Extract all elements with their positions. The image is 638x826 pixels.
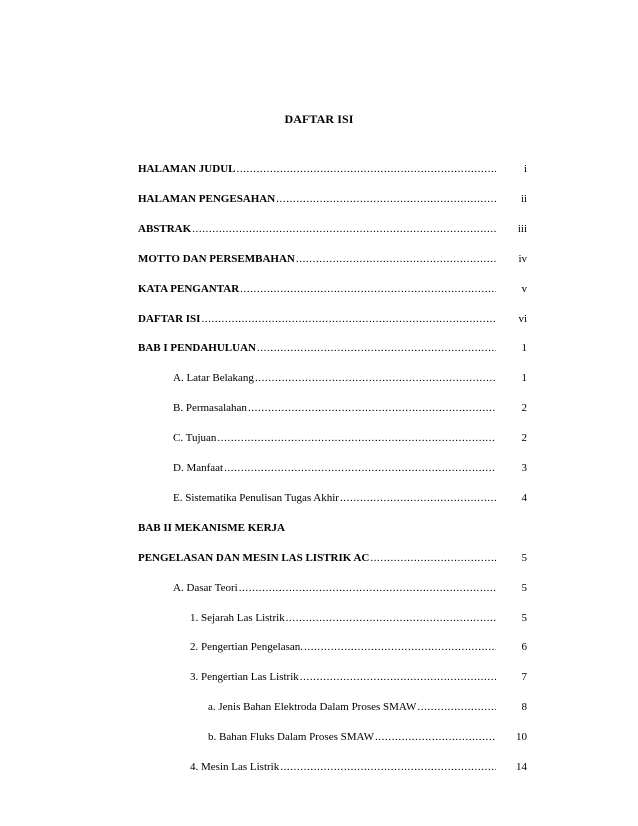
toc-leader-dots xyxy=(417,701,496,713)
toc-page-number: i xyxy=(523,163,527,175)
toc-entry xyxy=(173,582,497,600)
toc-leader-dots xyxy=(192,223,496,235)
toc-entry-label: A. Latar Belakang xyxy=(173,372,254,384)
toc-leader-dots xyxy=(224,462,496,474)
toc-entry-label: ABSTRAK xyxy=(138,223,192,235)
toc-leader-dots xyxy=(300,671,496,683)
toc-entry-label: 4. Mesin Las Listrik xyxy=(190,761,280,773)
toc-entry-label: HALAMAN PENGESAHAN xyxy=(138,193,276,205)
toc-entry xyxy=(208,731,497,749)
toc-page-number: 2 xyxy=(521,432,527,444)
toc-page-number: 5 xyxy=(521,612,527,624)
toc-page-number: 14 xyxy=(516,761,527,773)
toc-page-number: vi xyxy=(518,313,527,325)
toc-leader-dots xyxy=(286,612,496,624)
toc-entry-label: 3. Pengertian Las Listrik xyxy=(190,671,299,683)
toc-leader-dots xyxy=(280,761,496,773)
toc-entry xyxy=(190,671,497,689)
toc-entry-label: a. Jenis Bahan Elektroda Dalam Proses SMAW xyxy=(208,701,417,713)
toc-entry xyxy=(173,462,497,480)
toc-page-number: v xyxy=(521,283,527,295)
toc-entry-label: DAFTAR ISI xyxy=(138,313,201,325)
toc-entry xyxy=(138,163,497,181)
toc-leader-dots xyxy=(340,492,496,504)
toc-entry xyxy=(190,641,497,659)
toc-page-number: 7 xyxy=(521,671,527,683)
toc-entry-label: C. Tujuan xyxy=(173,432,217,444)
toc-page-number: iv xyxy=(518,253,527,265)
toc-page-number: iii xyxy=(517,223,527,235)
page-title: DAFTAR ISI xyxy=(284,112,354,126)
toc-page-number: 1 xyxy=(521,372,527,384)
toc-entry-label: B. Permasalahan xyxy=(173,402,247,414)
toc-page-number: 3 xyxy=(521,462,527,474)
toc-leader-dots xyxy=(296,253,496,265)
toc-page-number: 8 xyxy=(521,701,527,713)
toc-entry-label: BAB I PENDAHULUAN xyxy=(138,342,256,354)
toc-entry xyxy=(173,372,497,390)
toc-entry-label: A. Dasar Teori xyxy=(173,582,238,594)
toc-page-number: 1 xyxy=(521,342,527,354)
toc-entry xyxy=(138,253,497,271)
toc-page-number: 5 xyxy=(521,582,527,594)
toc-leader-dots xyxy=(201,313,496,325)
toc-entry-label: BAB II MEKANISME KERJA xyxy=(138,522,285,534)
toc-leader-dots xyxy=(276,193,496,205)
toc-entry xyxy=(138,522,497,540)
toc-entry-label: MOTTO DAN PERSEMBAHAN xyxy=(138,253,295,265)
toc-leader-dots xyxy=(257,342,496,354)
toc-entry xyxy=(190,761,497,779)
toc-leader-dots xyxy=(248,402,496,414)
toc-entry-label: D. Manfaat xyxy=(173,462,224,474)
toc-entry-label: 1. Sejarah Las Listrik xyxy=(190,612,285,624)
toc-page-number: ii xyxy=(520,193,527,205)
toc-leader-dots xyxy=(239,582,496,594)
toc-entry-label: E. Sistematika Penulisan Tugas Akhir xyxy=(173,492,339,504)
toc-entry xyxy=(173,432,497,450)
toc-entry-label: HALAMAN JUDUL xyxy=(138,163,236,175)
toc-page-number: 10 xyxy=(516,731,527,743)
toc-page-number: 2 xyxy=(521,402,527,414)
toc-entry xyxy=(173,402,497,420)
toc-leader-dots xyxy=(217,432,496,444)
toc-entry xyxy=(138,283,497,301)
toc-page-number: 5 xyxy=(521,552,527,564)
toc-entry xyxy=(138,313,497,331)
toc-leader-dots xyxy=(304,641,496,653)
toc-entry xyxy=(138,552,497,570)
toc-entry xyxy=(173,492,497,510)
toc-leader-dots xyxy=(375,731,496,743)
toc-leader-dots xyxy=(255,372,496,384)
toc-page-number: 6 xyxy=(521,641,527,653)
toc-page-number: 4 xyxy=(521,492,527,504)
toc-entry xyxy=(190,612,497,630)
toc-entry-label: PENGELASAN DAN MESIN LAS LISTRIK AC xyxy=(138,552,370,564)
toc-entry-label: 2. Pengertian Pengelasan. xyxy=(190,641,304,653)
toc-leader-dots xyxy=(240,283,496,295)
toc-leader-dots xyxy=(370,552,496,564)
toc-entry-label: KATA PENGANTAR xyxy=(138,283,240,295)
toc-entry-label: b. Bahan Fluks Dalam Proses SMAW xyxy=(208,731,374,743)
toc-entry xyxy=(208,701,497,719)
toc-entry xyxy=(138,193,497,211)
toc-entry xyxy=(138,342,497,360)
toc-entry xyxy=(138,223,497,241)
toc-leader-dots xyxy=(236,163,496,175)
